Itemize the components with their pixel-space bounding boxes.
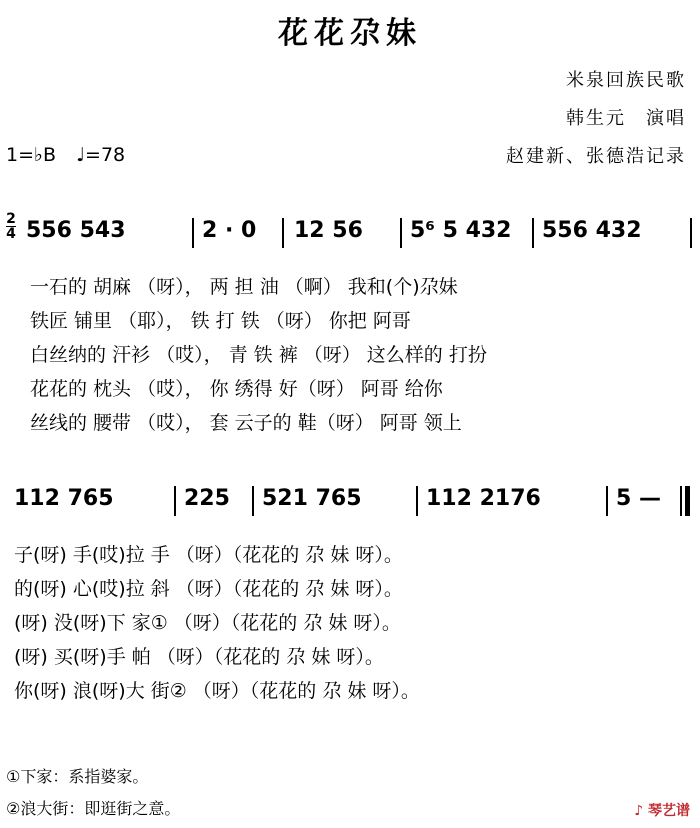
- final-barline-thin: [680, 486, 682, 516]
- key-tempo: [6, 144, 125, 166]
- key-signature: 1=♭B: [6, 144, 57, 166]
- barline: [416, 486, 418, 516]
- lyric-line-9: (呀) 买(呀)手 帕 （呀）（花花的 尕 妹 呀）。: [14, 646, 384, 668]
- measure-8: 521 765: [262, 486, 362, 511]
- barline: [532, 218, 534, 248]
- credit-origin: 米泉回族民歌: [566, 70, 686, 91]
- lyric-line-10: 你(呀) 浪(呀)大 街② （呀）（花花的 尕 妹 呀）。: [14, 680, 420, 702]
- measure-7: 225: [184, 486, 230, 511]
- barline: [606, 486, 608, 516]
- barline: [252, 486, 254, 516]
- lyric-line-4: 花花的 枕头 （哎）， 你 绣得 好（呀） 阿哥 给你: [30, 378, 443, 400]
- barline: [174, 486, 176, 516]
- measure-2: 2 · 0: [202, 218, 257, 243]
- measure-9: 112 2176: [426, 486, 541, 511]
- measure-1: 556 543: [26, 218, 126, 243]
- lyric-line-3: 白丝纳的 汗衫 （哎）， 青 铁 裤 （呀） 这么样的 打扮: [30, 344, 487, 366]
- lyric-line-7: 的(呀) 心(哎)拉 斜 （呀）（花花的 尕 妹 呀）。: [14, 578, 403, 600]
- tempo-mark: ♩=78: [76, 144, 126, 166]
- barline: [282, 218, 284, 248]
- credit-recorder: 赵建新、张德浩记录: [506, 146, 686, 167]
- page-title: 花花尕妹: [278, 16, 422, 51]
- credit-singer: 韩生元 演唱: [566, 108, 686, 129]
- lyric-line-5: 丝线的 腰带 （哎）， 套 云子的 鞋（呀） 阿哥 领上: [30, 412, 462, 434]
- time-signature: 2 4: [6, 211, 16, 242]
- lyric-line-1: 一石的 胡麻 （呀）， 两 担 油 （啊） 我和(个)尕妹: [30, 276, 458, 298]
- measure-6: 112 765: [14, 486, 114, 511]
- measure-5: 556 432: [542, 218, 642, 243]
- lyric-line-2: 铁匠 铺里 （耶）， 铁 打 铁 （呀） 你把 阿哥: [30, 310, 411, 332]
- measure-10: 5 —: [616, 486, 661, 511]
- barline: [400, 218, 402, 248]
- measure-4: 5⁶ 5 432: [410, 218, 512, 243]
- watermark-logo: ♪ 琴艺谱: [634, 803, 690, 819]
- lyric-line-8: (呀) 没(呀)下 家① （呀）（花花的 尕 妹 呀）。: [14, 612, 401, 634]
- barline: [690, 218, 692, 248]
- final-barline-thick: [685, 486, 690, 516]
- footnote-1: ①下家：系指婆家。: [6, 767, 149, 786]
- footnote-2: ②浪大街：即逛街之意。: [6, 799, 181, 818]
- logo-icon: ♪: [634, 803, 644, 819]
- measure-3: 12 56: [294, 218, 363, 243]
- lyric-line-6: 子(呀) 手(哎)拉 手 （呀）（花花的 尕 妹 呀）。: [14, 544, 403, 566]
- barline: [192, 218, 194, 248]
